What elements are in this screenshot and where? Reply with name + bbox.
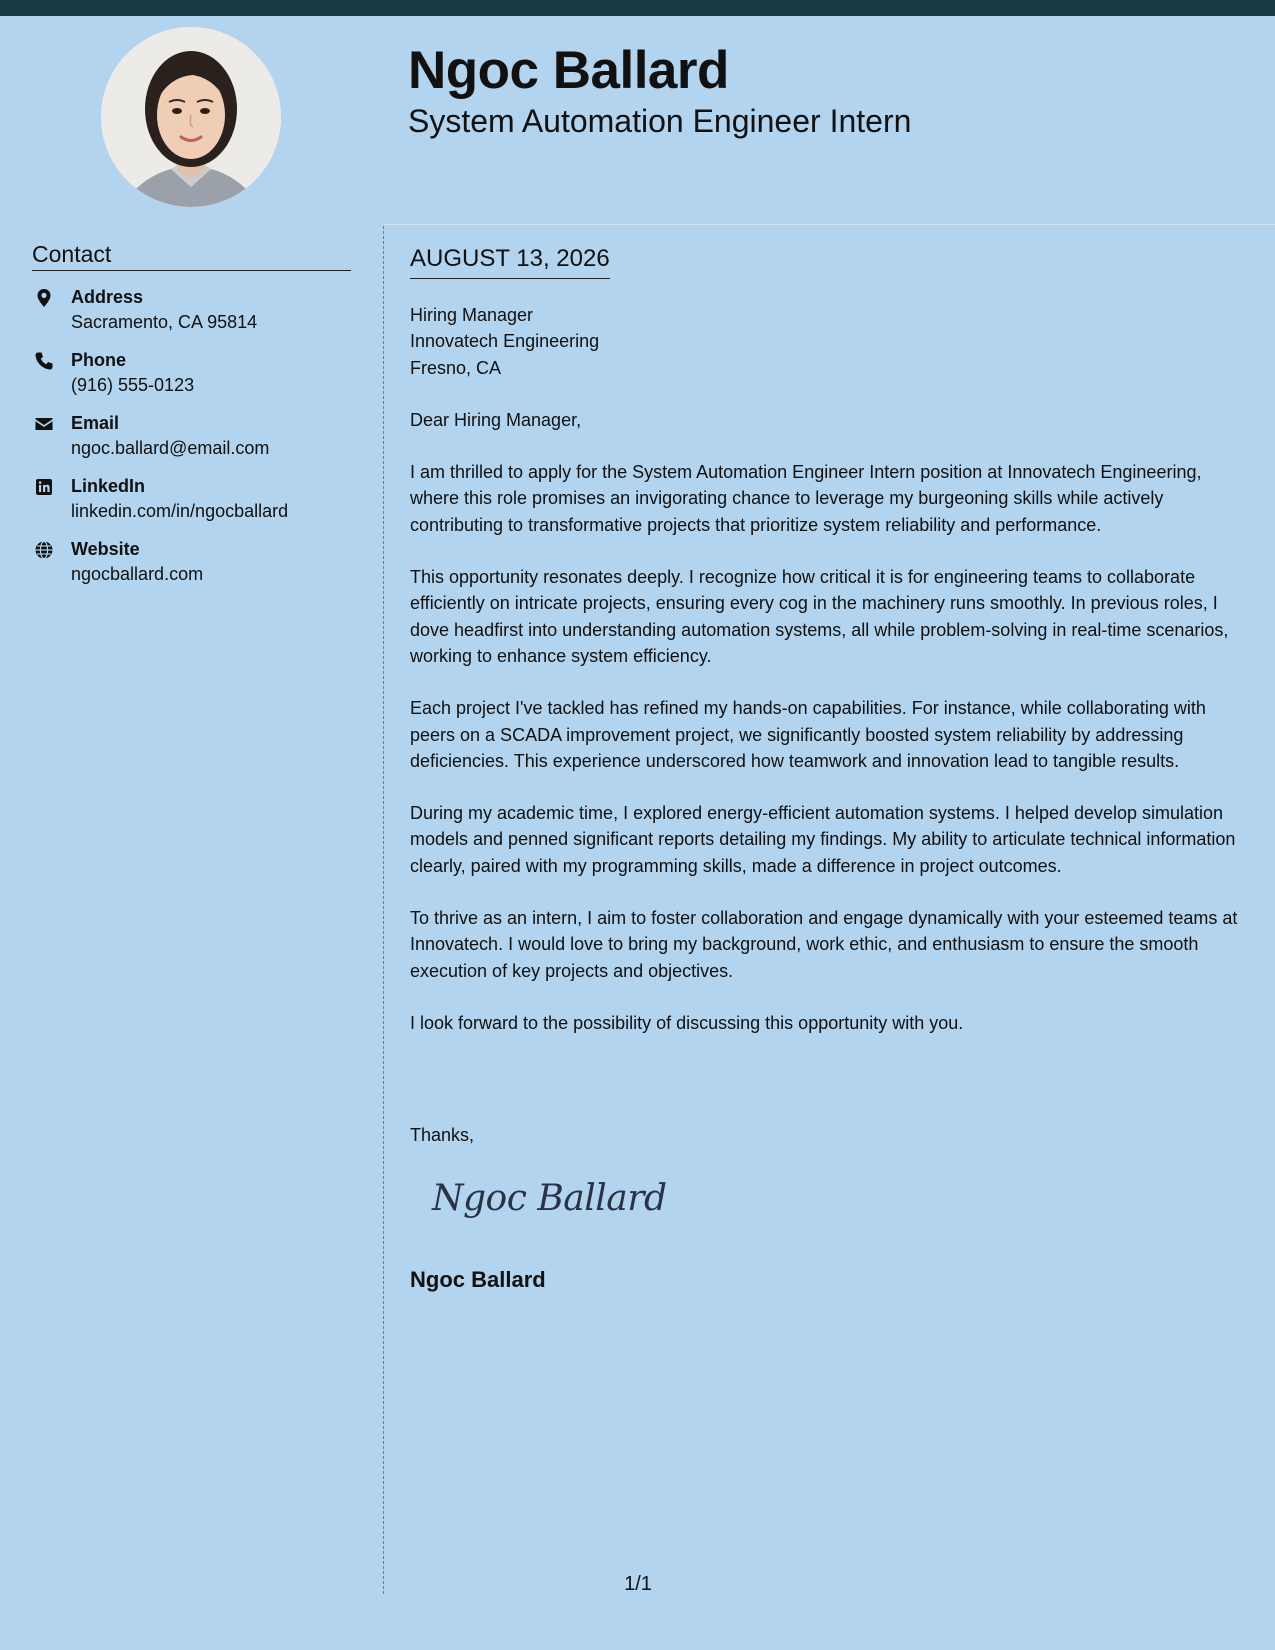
recipient-line: Innovatech Engineering xyxy=(410,331,600,352)
contact-item-website xyxy=(32,537,362,600)
recipient-line: Fresno, CA xyxy=(410,357,502,378)
linkedin-icon xyxy=(34,477,54,497)
recipient-line: Hiring Manager xyxy=(410,305,534,325)
contact-label: Website xyxy=(71,539,140,559)
header-divider xyxy=(384,224,1275,225)
recipient-block xyxy=(410,302,1248,381)
closing-line: Thanks, xyxy=(410,1125,475,1145)
handwritten-signature: Ngoc Ballard xyxy=(432,1178,667,1219)
body-paragraph: I look forward to the possibility of discussing this opportunity with you. xyxy=(410,1012,964,1033)
top-accent-bar xyxy=(0,0,1275,16)
phone-value: (916) 555-0123 xyxy=(71,375,195,395)
address-value: Sacramento, CA 95814 xyxy=(71,312,258,332)
contact-item-email xyxy=(32,411,362,474)
contact-label: Email xyxy=(71,413,120,433)
body-paragraph: This opportunity resonates deeply. I recognize how critical it is for engineering teams to collaborate efficiently on intricate projects, ensuring every cog in the machinery runs smoothly. In previous roles, I dove headfirst into understanding automation systems, all while problem-solving in real-time scenarios, working to enhance system efficiency. xyxy=(410,567,1229,666)
applicant-name: Ngoc Ballard xyxy=(408,41,729,100)
profile-photo xyxy=(101,27,281,207)
linkedin-value[interactable]: linkedin.com/in/ngocballard xyxy=(71,501,289,521)
contact-item-linkedin xyxy=(32,474,362,537)
phone-icon xyxy=(34,351,54,371)
body-paragraph: During my academic time, I explored energy-efficient automation systems. I helped develop simulation models and penned significant reports detailing my findings. My ability to articulate technical information clearly, paired with my programming skills, made a difference in project outcomes. xyxy=(410,803,1236,876)
letter-body xyxy=(410,302,1248,1062)
contact-item-address xyxy=(32,285,362,348)
body-paragraph: I am thrilled to apply for the System Automation Engineer Intern position at Innovatech Engineering, where this role promises an invigorating chance to leverage my burgeoning skills while actively contributing to transformative projects that prioritize system reliability and performance. xyxy=(410,462,1202,535)
map-pin-icon xyxy=(34,288,54,308)
contact-label: Phone xyxy=(71,350,127,370)
applicant-job-title: System Automation Engineer Intern xyxy=(408,103,912,139)
contact-label: LinkedIn xyxy=(71,476,146,496)
page-number: 1/1 xyxy=(624,1573,652,1595)
signed-name: Ngoc Ballard xyxy=(410,1267,546,1292)
contact-list xyxy=(32,285,362,600)
contact-label: Address xyxy=(71,287,144,307)
body-paragraph: To thrive as an intern, I aim to foster collaboration and engage dynamically with your esteemed teams at Innovatech. I would love to bring my background, work ethic, and enthusiasm to ensure the smooth execution of key projects and objectives. xyxy=(410,908,1238,981)
column-divider xyxy=(383,226,384,1594)
letter-date: AUGUST 13, 2026 xyxy=(410,244,610,279)
envelope-icon xyxy=(34,414,54,434)
body-paragraph: Each project I've tackled has refined my hands-on capabilities. For instance, while collaborating with peers on a SCADA improvement project, we significantly boosted system reliability by addressing deficiencies. This experience underscored how teamwork and innovation lead to tangible results. xyxy=(410,698,1206,771)
globe-icon xyxy=(34,540,54,560)
salutation: Dear Hiring Manager, xyxy=(410,409,582,430)
email-value[interactable]: ngoc.ballard@email.com xyxy=(71,438,270,458)
website-value[interactable]: ngocballard.com xyxy=(71,564,204,584)
contact-heading: Contact xyxy=(32,240,351,271)
contact-item-phone xyxy=(32,348,362,411)
